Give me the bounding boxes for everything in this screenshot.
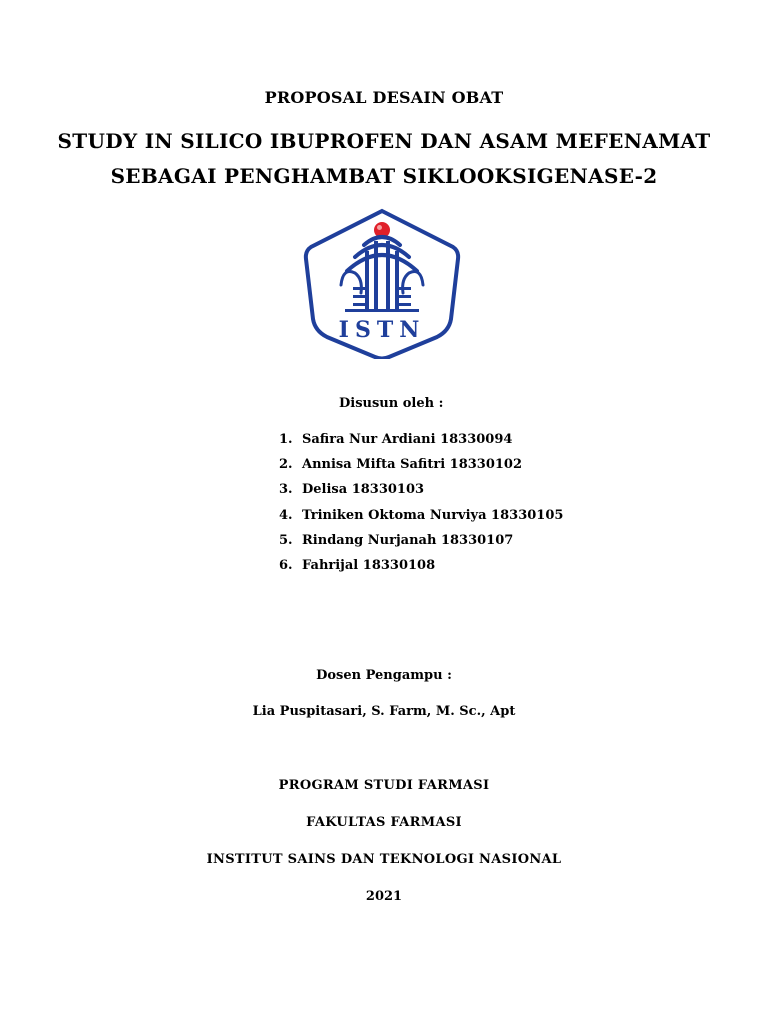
author-number: 6. <box>279 557 293 573</box>
author-number: 1. <box>279 432 293 447</box>
faculty-name: FAKULTAS FARMASI <box>306 815 462 830</box>
author-name: Rindang Nurjanah 18330107 <box>302 532 514 548</box>
title-line-1: STUDY IN SILICO IBUPROFEN DAN ASAM MEFENAMAT <box>57 129 711 153</box>
list-item <box>279 481 563 506</box>
list-item <box>279 456 563 481</box>
lecturer-name: Lia Puspitasari, S. Farm, M. Sc., Apt <box>252 704 516 719</box>
list-item <box>279 431 563 456</box>
logo-text: ISTN <box>338 317 426 343</box>
author-number: 5. <box>279 532 293 548</box>
document-year: 2021 <box>365 889 403 904</box>
lecturer-heading: Dosen Pengampu : <box>316 668 452 683</box>
istn-logo <box>303 207 461 359</box>
study-program: PROGRAM STUDI FARMASI <box>278 778 490 793</box>
author-list <box>279 431 563 582</box>
author-number: 2. <box>279 457 293 473</box>
title-line-2: SEBAGAI PENGHAMBAT SIKLOOKSIGENASE-2 <box>110 164 658 188</box>
author-name: Annisa Mifta Safitri 18330102 <box>302 457 523 473</box>
author-name: Safira Nur Ardiani 18330094 <box>302 432 513 447</box>
list-item <box>279 532 563 557</box>
author-number: 3. <box>279 482 293 498</box>
institution-name: INSTITUT SAINS DAN TEKNOLOGI NASIONAL <box>206 852 562 867</box>
author-name: Triniken Oktoma Nurviya 18330105 <box>302 507 564 523</box>
list-item <box>279 507 563 532</box>
authors-heading: Disusun oleh : <box>339 396 444 411</box>
author-name: Delisa 18330103 <box>302 482 425 498</box>
document-type: PROPOSAL DESAIN OBAT <box>264 88 504 107</box>
author-name: Fahrijal 18330108 <box>302 557 436 573</box>
author-number: 4. <box>279 507 293 523</box>
list-item <box>279 557 563 582</box>
